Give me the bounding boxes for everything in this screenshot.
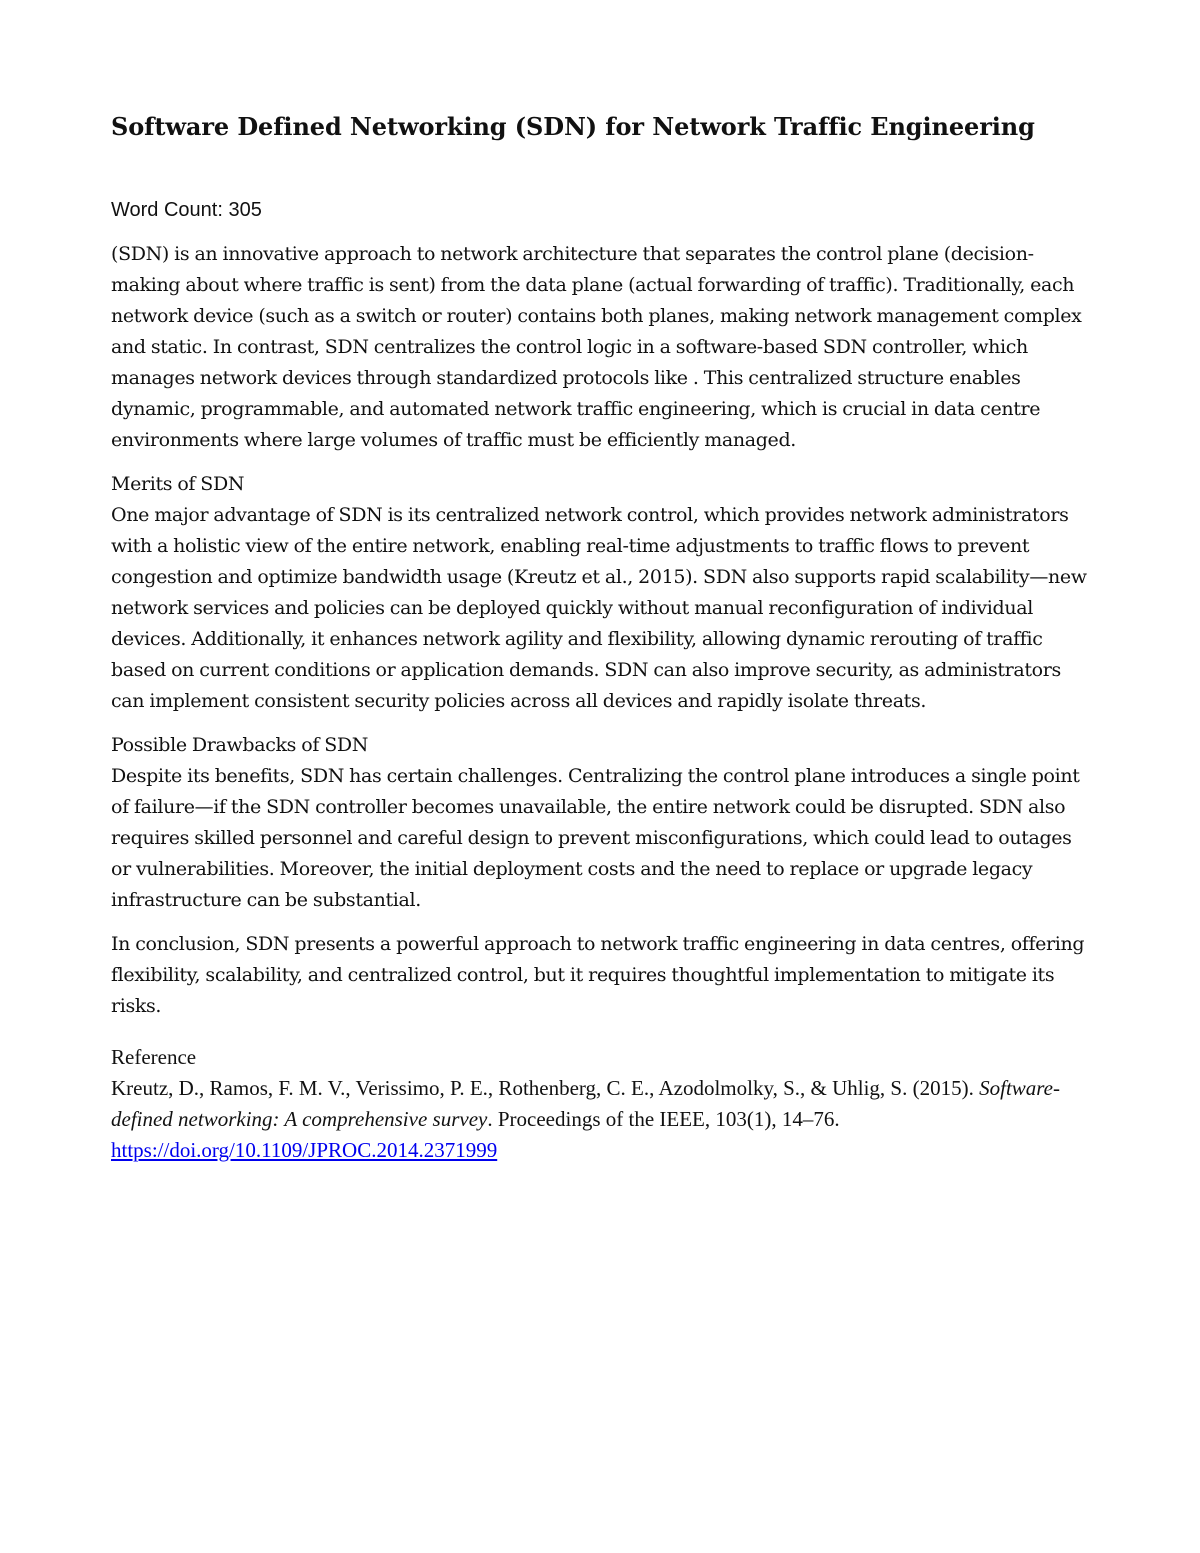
document-page <box>111 110 1096 1166</box>
document-title: Software Defined Networking (SDN) for Network Traffic Engineering <box>111 112 1035 141</box>
drawbacks-heading: Possible Drawbacks of SDN <box>111 734 369 756</box>
reference-heading: Reference <box>111 1045 197 1069</box>
reference-article-title: Software-defined networking: A comprehensive survey <box>111 1076 1060 1131</box>
word-count: Word Count: 305 <box>111 199 262 221</box>
drawbacks-section <box>111 730 1096 916</box>
reference-authors: Kreutz, D., Ramos, F. M. V., Verissimo, P. E., Rothenberg, C. E., Azodolmolky, S., & Uhlig, S. (2015). <box>111 1076 974 1100</box>
reference-section <box>111 1042 1096 1166</box>
merits-paragraph: One major advantage of SDN is its centralized network control, which provides network administrators with a holistic view of the entire network, enabling real-time adjustments to traffic flows to prevent congestion and optimize bandwidth usage (Kreutz et al., 2015). SDN also supports rapid scalability—new network services and policies can be deployed quickly without manual reconfiguration of individual devices. Additionally, it enhances network agility and flexibility, allowing dynamic rerouting of traffic based on current conditions or application demands. SDN can also improve security, as administrators can implement consistent security policies across all devices and rapidly isolate threats. <box>111 504 1087 712</box>
reference-source: . Proceedings of the IEEE, 103(1), 14–76. <box>487 1107 840 1131</box>
reference-entry <box>111 1073 1096 1135</box>
merits-section <box>111 469 1096 717</box>
drawbacks-paragraph: Despite its benefits, SDN has certain challenges. Centralizing the control plane introduces a single point of failure—if the SDN controller becomes unavailable, the entire network could be disrupted. SDN also requires skilled personnel and careful design to prevent misconfigurations, which could lead to outages or vulnerabilities. Moreover, the initial deployment costs and the need to replace or upgrade legacy infrastructure can be substantial. <box>111 765 1080 911</box>
conclusion-paragraph: In conclusion, SDN presents a powerful approach to network traffic engineering in data centres, offering flexibility, scalability, and centralized control, but it requires thoughtful implementation to mitigate its risks. <box>111 933 1085 1017</box>
reference-doi-link[interactable]: https://doi.org/10.1109/JPROC.2014.2371999 <box>111 1138 498 1162</box>
intro-paragraph: (SDN) is an innovative approach to network architecture that separates the control plane (decision-making about where traffic is sent) from the data plane (actual forwarding of traffic). Traditionally, each network device (such as a switch or router) contains both planes, making network management complex and static. In contrast, SDN centralizes the control logic in a software-based SDN controller, which manages network devices through standardized protocols like . This centralized structure enables dynamic, programmable, and automated network traffic engineering, which is crucial in data centre environments where large volumes of traffic must be efficiently managed. <box>111 243 1082 451</box>
merits-heading: Merits of SDN <box>111 473 245 495</box>
